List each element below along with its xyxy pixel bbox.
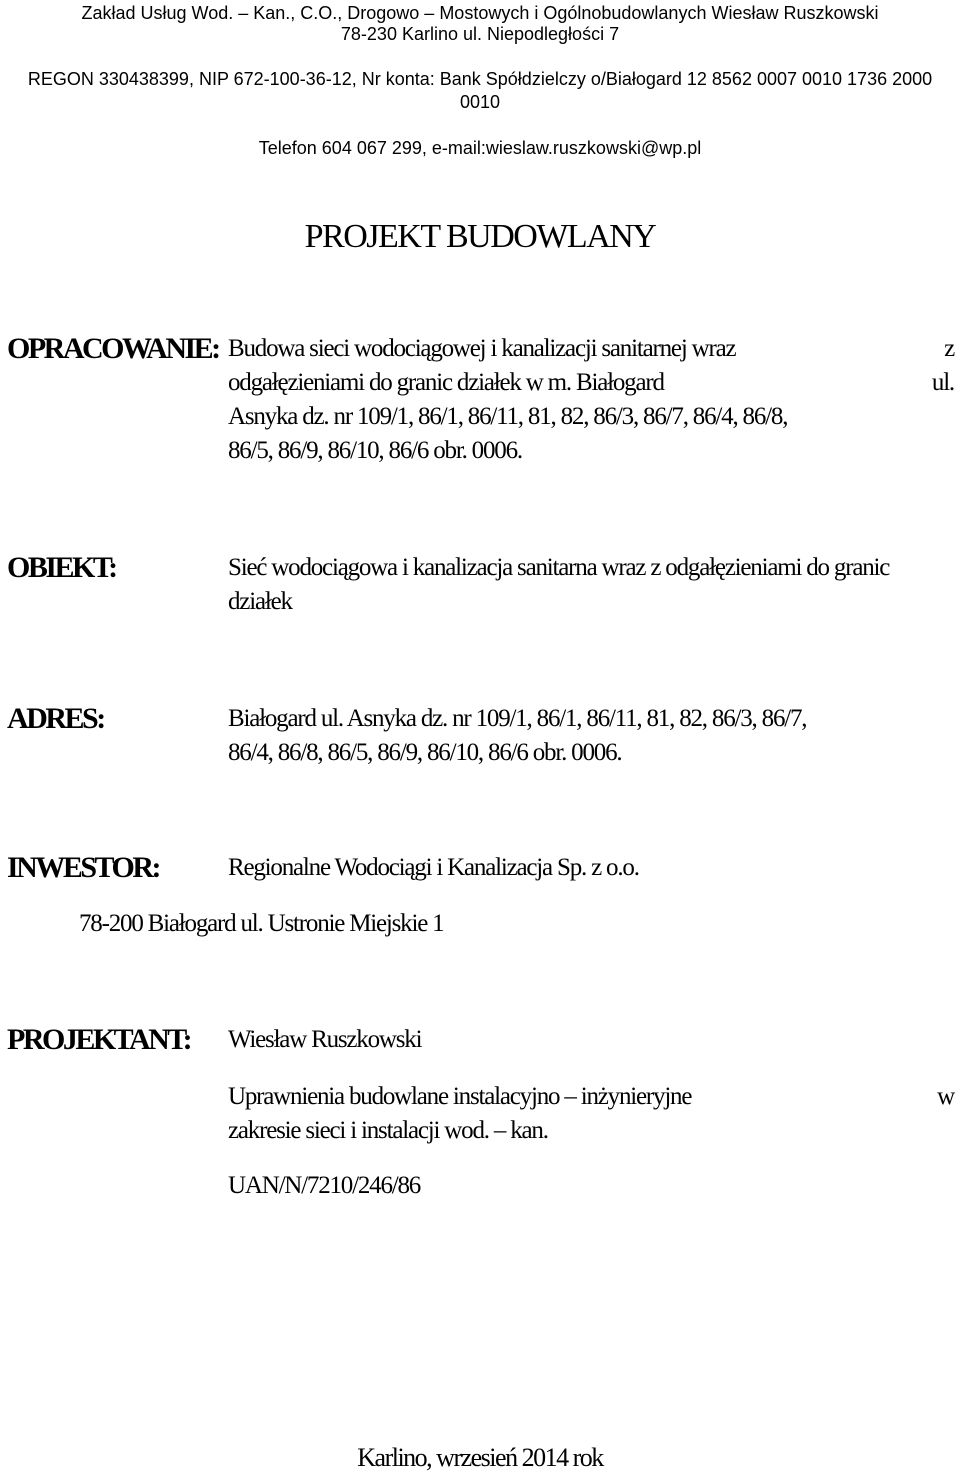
opracowanie-label: OPRACOWANIE: — [7, 332, 219, 365]
projektant-permissions — [228, 1080, 954, 1148]
opracowanie-line-2-text: odgałęzieniami do granic działek w m. Białogard — [228, 369, 664, 396]
opracowanie-line-4: 86/5, 86/9, 86/10, 86/6 obr. 0006. — [228, 437, 522, 464]
company-name-line: Zakład Usług Wod. – Kan., C.O., Drogowo – Mostowych i Ogólnobudowlanych Wiesław Ruszkowski — [81, 3, 879, 23]
adres-line-1: Białogard ul. Asnyka dz. nr 109/1, 86/1, 86/11, 81, 82, 86/3, 86/7, — [228, 705, 807, 732]
document-title: PROJEKT BUDOWLANY — [304, 218, 656, 255]
permissions-line-1 — [228, 1080, 954, 1114]
place-and-date: Karlino, wrzesień 2014 rok — [357, 1443, 603, 1472]
company-regon-line: REGON 330438399, NIP 672-100-36-12, Nr konta: Bank Spółdzielczy o/Białogard 12 8562 0007 0010 1736 2000 — [27, 69, 933, 89]
permissions-line-1-end: w — [937, 1083, 954, 1110]
opracowanie-line-2-end: ul. — [931, 369, 954, 396]
opracowanie-line-1 — [228, 332, 954, 366]
obiekt-label: OBIEKT: — [7, 551, 116, 584]
opracowanie-value — [228, 332, 954, 468]
adres-line-2: 86/4, 86/8, 86/5, 86/9, 86/10, 86/6 obr. 0006. — [228, 739, 622, 766]
opracowanie-line-3: Asnyka dz. nr 109/1, 86/1, 86/11, 81, 82, 86/3, 86/7, 86/4, 86/8, — [228, 403, 788, 430]
company-address-line: 78-230 Karlino ul. Niepodległości 7 — [340, 24, 620, 44]
company-regon-line-continued: 0010 — [459, 92, 501, 112]
company-contact-line: Telefon 604 067 299, e-mail:wieslaw.ruszkowski@wp.pl — [258, 138, 702, 158]
opracowanie-line-1-end: z — [944, 335, 954, 362]
permissions-line-1-text: Uprawnienia budowlane instalacyjno – inżynieryjne — [228, 1083, 692, 1110]
permissions-line-2: zakresie sieci i instalacji wod. – kan. — [228, 1117, 548, 1144]
projektant-license-number: UAN/N/7210/246/86 — [228, 1172, 421, 1199]
adres-label: ADRES: — [7, 702, 104, 735]
obiekt-value — [228, 551, 954, 619]
opracowanie-line-2 — [228, 366, 954, 400]
inwestor-name: Regionalne Wodociągi i Kanalizacja Sp. z o.o. — [228, 854, 639, 881]
obiekt-line-1: Sieć wodociągowa i kanalizacja sanitarna wraz z odgałęzieniami do granic — [228, 554, 890, 581]
obiekt-line-2: działek — [228, 588, 292, 615]
adres-value — [228, 702, 954, 770]
opracowanie-line-1-text: Budowa sieci wodociągowej i kanalizacji sanitarnej wraz — [228, 335, 736, 362]
inwestor-label: INWESTOR: — [7, 851, 159, 884]
projektant-name: Wiesław Ruszkowski — [228, 1026, 422, 1053]
inwestor-address: 78-200 Białogard ul. Ustronie Miejskie 1 — [79, 910, 444, 937]
projektant-label: PROJEKTANT: — [7, 1023, 191, 1056]
